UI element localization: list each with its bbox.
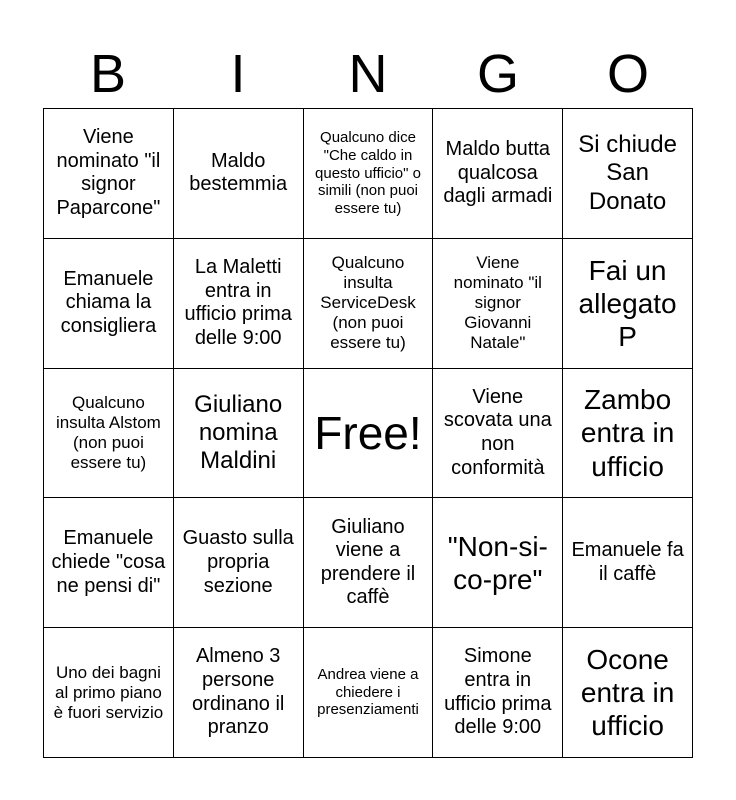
bingo-cell-text: Viene nominato "il signor Giovanni Natale" xyxy=(453,253,542,353)
header-letter-n: N xyxy=(348,44,388,104)
bingo-cell[interactable] xyxy=(44,628,174,758)
bingo-cell-text: Qualcuno insulta ServiceDesk (non puoi essere tu) xyxy=(320,253,416,353)
bingo-cell-text: Almeno 3 persone ordinano il pranzo xyxy=(192,645,285,739)
bingo-cell[interactable] xyxy=(304,628,434,758)
bingo-card-grid xyxy=(43,108,693,758)
bingo-cell[interactable] xyxy=(563,239,693,369)
bingo-cell[interactable] xyxy=(563,498,693,628)
bingo-cell[interactable] xyxy=(304,239,434,369)
bingo-cell[interactable] xyxy=(44,109,174,239)
bingo-cell-text: Emanuele chiama la consigliera xyxy=(60,267,157,337)
bingo-cell[interactable] xyxy=(563,369,693,499)
bingo-cell[interactable] xyxy=(433,369,563,499)
bingo-cell-text: La Maletti entra in ufficio prima delle 9:00 xyxy=(184,256,292,349)
bingo-cell[interactable] xyxy=(433,109,563,239)
header-letter-b: B xyxy=(89,44,127,104)
header-letter-i: I xyxy=(230,44,246,104)
bingo-cell[interactable] xyxy=(174,109,304,239)
bingo-cell-text: Emanuele fa il caffè xyxy=(571,539,684,585)
bingo-cell-text: Free! xyxy=(314,406,422,459)
bingo-cell-text: Qualcuno insulta Alstom (non puoi essere tu) xyxy=(55,392,161,473)
bingo-cell[interactable] xyxy=(174,369,304,499)
header-letter-o: O xyxy=(606,44,649,104)
bingo-cell[interactable] xyxy=(174,628,304,758)
bingo-free-cell[interactable] xyxy=(304,369,434,499)
bingo-cell-text: Guasto sulla propria sezione xyxy=(182,527,294,597)
bingo-cell[interactable] xyxy=(304,109,434,239)
bingo-cell-text: Fai un allegato P xyxy=(578,254,677,352)
bingo-cell[interactable] xyxy=(174,498,304,628)
bingo-cell-text: Zambo entra in ufficio xyxy=(580,384,675,482)
bingo-cell[interactable] xyxy=(304,498,434,628)
bingo-cell-text: "Non-si-co-pre" xyxy=(447,530,548,595)
bingo-cell[interactable] xyxy=(563,109,693,239)
bingo-cell[interactable] xyxy=(44,369,174,499)
header-letter-g: G xyxy=(476,44,519,104)
bingo-cell-text: Emanuele chiede "cosa ne pensi di" xyxy=(51,527,166,597)
bingo-header xyxy=(43,40,693,108)
bingo-cell-text: Simone entra in ufficio prima delle 9:00 xyxy=(444,645,552,739)
bingo-cell-text: Si chiude San Donato xyxy=(578,130,677,215)
bingo-cell-text: Giuliano nomina Maldini xyxy=(194,390,283,475)
bingo-cell[interactable] xyxy=(433,628,563,758)
bingo-cell[interactable] xyxy=(433,498,563,628)
bingo-cell-text: Viene scovata una non conformità xyxy=(443,385,552,479)
bingo-cell[interactable] xyxy=(44,498,174,628)
bingo-cell[interactable] xyxy=(433,239,563,369)
bingo-cell-text: Andrea viene a chiedere i presenziamenti xyxy=(317,666,419,719)
bingo-cell-text: Viene nominato "il signor Paparcone" xyxy=(56,126,161,219)
bingo-cell-text: Qualcuno dice "Che caldo in questo ufficio" o simili (non puoi essere tu) xyxy=(315,129,421,217)
bingo-cell-text: Maldo bestemmia xyxy=(189,149,288,196)
bingo-cell-text: Maldo butta qualcosa dagli armadi xyxy=(443,138,553,208)
bingo-cell[interactable] xyxy=(44,239,174,369)
bingo-cell-text: Giuliano viene a prendere il caffè xyxy=(320,515,416,609)
bingo-cell-text: Uno dei bagni al primo piano è fuori servizio xyxy=(53,662,164,722)
bingo-cell[interactable] xyxy=(174,239,304,369)
bingo-cell[interactable] xyxy=(563,628,693,758)
bingo-cell-text: Ocone entra in ufficio xyxy=(580,644,675,742)
